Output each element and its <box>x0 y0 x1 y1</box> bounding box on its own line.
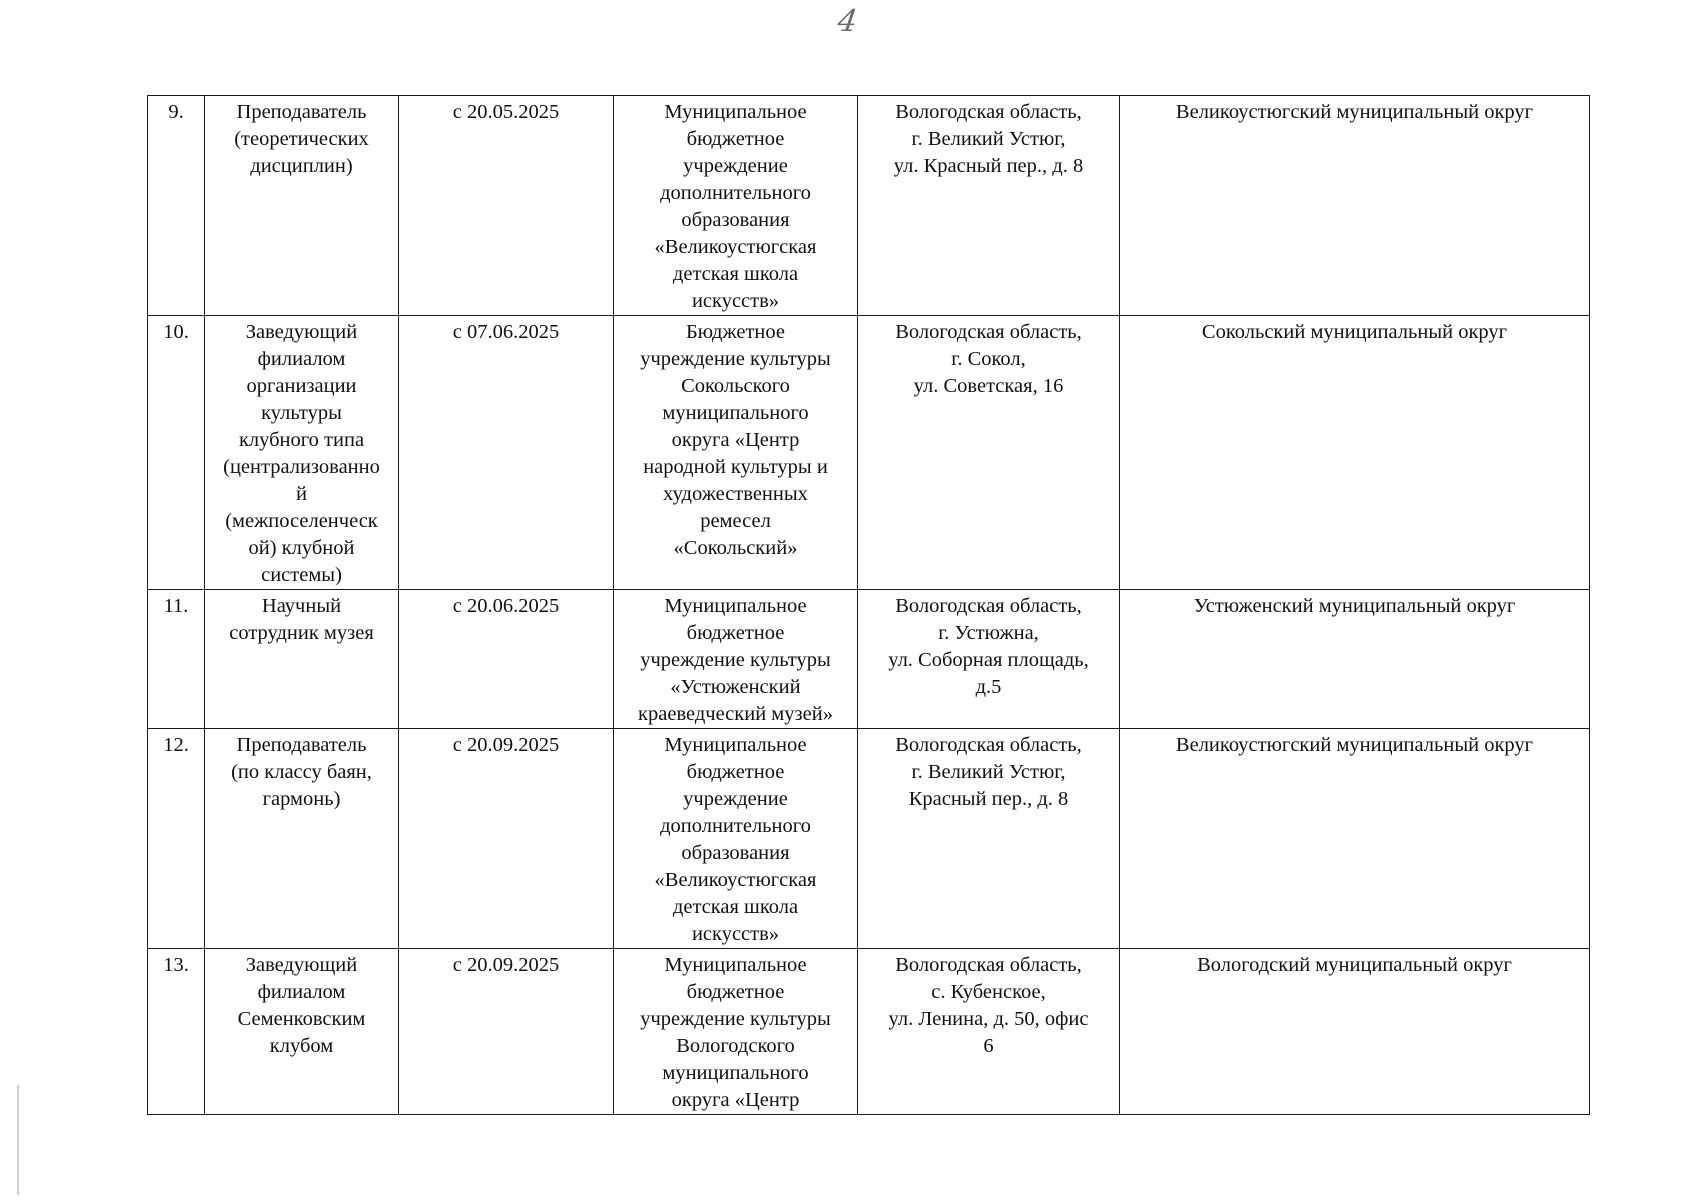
district-cell: Великоустюгский муниципальный округ <box>1120 96 1590 316</box>
vacancies-table <box>147 95 1590 1115</box>
table-row <box>148 729 1590 949</box>
district-cell: Устюженский муниципальный округ <box>1120 590 1590 729</box>
district-cell: Сокольский муниципальный округ <box>1120 316 1590 590</box>
position-cell: Заведующий филиалом организации культуры клубного типа (централизованно й (межпоселенческ ой) клубной системы) <box>205 316 399 590</box>
position-cell: Преподаватель (по классу баян, гармонь) <box>205 729 399 949</box>
address-cell: Вологодская область, г. Устюжна, ул. Соборная площадь, д.5 <box>858 590 1120 729</box>
table-row <box>148 590 1590 729</box>
row-number-cell: 11. <box>148 590 205 729</box>
organization-cell: Муниципальное бюджетное учреждение культуры Вологодского муниципального округа «Центр <box>614 949 858 1115</box>
position-cell: Преподаватель (теоретических дисциплин) <box>205 96 399 316</box>
organization-cell: Бюджетное учреждение культуры Сокольского муниципального округа «Центр народной культуры и художественных ремесел «Сокольский» <box>614 316 858 590</box>
district-cell: Великоустюгский муниципальный округ <box>1120 729 1590 949</box>
position-cell: Научный сотрудник музея <box>205 590 399 729</box>
row-number-cell: 9. <box>148 96 205 316</box>
address-cell: Вологодская область, г. Великий Устюг, ул. Красный пер., д. 8 <box>858 96 1120 316</box>
district-cell: Вологодский муниципальный округ <box>1120 949 1590 1115</box>
organization-cell: Муниципальное бюджетное учреждение дополнительного образования «Великоустюгская детская школа искусств» <box>614 729 858 949</box>
scan-artifact-line <box>17 1085 19 1195</box>
date-cell: с 20.06.2025 <box>399 590 614 729</box>
address-cell: Вологодская область, г. Великий Устюг, Красный пер., д. 8 <box>858 729 1120 949</box>
date-cell: с 20.09.2025 <box>399 949 614 1115</box>
position-cell: Заведующий филиалом Семенковским клубом <box>205 949 399 1115</box>
table-row <box>148 96 1590 316</box>
date-cell: с 20.09.2025 <box>399 729 614 949</box>
organization-cell: Муниципальное бюджетное учреждение дополнительного образования «Великоустюгская детская школа искусств» <box>614 96 858 316</box>
page-number: 4 <box>835 4 860 39</box>
address-cell: Вологодская область, с. Кубенское, ул. Ленина, д. 50, офис 6 <box>858 949 1120 1115</box>
date-cell: с 07.06.2025 <box>399 316 614 590</box>
organization-cell: Муниципальное бюджетное учреждение культуры «Устюженский краеведческий музей» <box>614 590 858 729</box>
row-number-cell: 12. <box>148 729 205 949</box>
row-number-cell: 10. <box>148 316 205 590</box>
address-cell: Вологодская область, г. Сокол, ул. Советская, 16 <box>858 316 1120 590</box>
table-row <box>148 949 1590 1115</box>
row-number-cell: 13. <box>148 949 205 1115</box>
table-row <box>148 316 1590 590</box>
date-cell: с 20.05.2025 <box>399 96 614 316</box>
